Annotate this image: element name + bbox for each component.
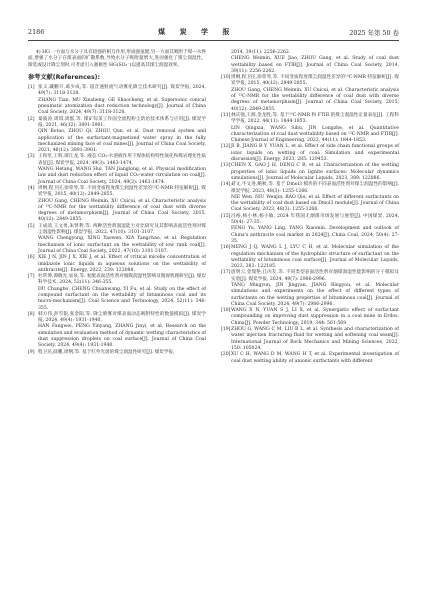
reference-entry [28,117,206,155]
journal-title: 煤 炭 学 报 [158,27,236,36]
reference-body [38,274,206,312]
reference-text: JI B, JIANG B Y, YUAN L, et al. Effect of side chain functional groups of ionic liquids on wetting of coal: Simulation and experimental discussion[J]. Energy, 2023, 285: 129453. [231,144,399,163]
reference-body [38,154,206,185]
reference-number: [17] [221,270,231,276]
reference-entry [28,186,206,224]
reference-text: ZHANG Tian, MU Xinsheng, GE Shaocheng, et al. Supersonic conical pneumatic atomization dust reduction technology[J]. Journal of China Coal Society, 2024, 49(7): 3118-3128. [38,97,206,116]
reference-text: XU C H, WANG D M, WANG H T, et al. Experimental investigation of coal dust wetting ability of anionic surfactants with different [231,352,399,364]
reference-text: 程卫民,薛鹏,周纲,等. 基于红外光谱的煤尘润湿性研究[J]. 煤炭学报, [38,349,175,355]
reference-text: 聂文,牛文进,鲍秋,等. 基于 Dmol3 模块的不同表面活性剂对煤尘润湿性的影响[J]. 煤炭学报, 2023, 48(3): 1255-1266. [231,182,399,194]
reference-text: QIN Botao, ZHOU Qi, ZHOU Qun, et al. Dust removal system and application of the surfactant-magnetized water spray in the fully mechanized mining face of coal mines[J]. Journal of China Coal Society, 2021, 46(12): 3891-3901. [38,129,206,154]
reference-body [231,245,399,270]
reference-text: ZHOU Gang, CHENG Weimin, XU Cuicui, et al. Characteristic analysis of ¹³C-NMR for the wettability difference of coal dust with diverse degrees of metamorphism[J]. Journal of China Coal Society, 2015, 40(12): 2849-2855. [231,87,399,112]
reference-number: [1] [28,85,35,91]
reference-body [231,75,399,113]
reference-number: [11] [221,112,231,118]
reference-number: [14] [221,182,231,188]
reference-body [38,186,206,224]
reference-entry [28,350,206,356]
reference-text: XIE J N, JIN J X, XIE J, et al. Effect of critical micelle concentration of imidazole ionic liquids in aqueous solutions on the wettability of anthracite[J]. Energy, 2022, 239: 122088. [38,255,206,273]
reference-body [38,224,206,255]
reference-text: WANG Hetang, WANG Hui, TAN Jianglong, et al. Physical modification law and dust reduction effect of liquid CO₂-water circulation on coal[J]. Journal of China Coal Society, 2024, 49(3): 1463-1474. [38,167,206,185]
reference-text: 王和堂,王辉,谭江龙,等. 液态 CO₂-水溶液作用下煤体结构特性演化和煤岩理化性质表征[J]. 煤炭学报, 2024, 49(3): 1463-1474. [38,154,206,166]
reference-entry [221,163,399,182]
reference-entry [28,85,206,116]
reference-number [221,50,231,75]
reference-entry [221,75,399,113]
reference-number: [6] [28,255,35,261]
reference-entry [28,255,206,274]
reference-entry [28,274,206,312]
reference-body [38,350,206,356]
reference-number: [9] [28,349,35,355]
reference-text: HAN Fangwei, PENG Yinyang, ZHANG Jinyi, et al. Research on the simulation and evaluation method of dynamic wetting characteristics of dust suppression droplets on coal surface[J]. Journal of China Coal Society, 2024, 49(4): 1931-1940. [38,324,206,349]
reference-number: [10] [221,75,231,81]
reference-number: [5] [28,223,35,229]
reference-body [231,144,399,163]
reference-body [38,312,206,350]
reference-body [231,163,399,182]
reference-number: [18] [221,308,231,314]
reference-body [231,182,399,213]
reference-body [38,85,206,116]
reference-body [231,50,399,75]
reference-text: WANG X N, YUAN S J, LI X, et al. Synergistic effect of surfactant compounding on improving dust suppression in a coal mine in Erdos, China[J]. Powder Technology, 2019, 344: 561-569. [231,308,399,326]
reference-text: 周纲,程卫民,徐荣琴,等. 不同变质程度煤尘润湿性差异的¹³C-NMR 特征解析[J]. 煤炭学报, 2015, 40(12): 2849-2855. [38,185,206,198]
reference-number: [7] [28,274,35,280]
reference-number: [4] [28,185,35,191]
reference-number: [13] [221,163,231,169]
left-column [28,50,206,356]
reference-text: ZHOU G, WANG C M, LIU R L, et al. Synthesis and characterization of water injection fracturing fluid for wetting and softening coal seam[J]. International Journal of Rock Mechanics and Mining Sciences, 2022, 150: 105024. [231,327,399,351]
reference-text: WANG Chengyong, XING Yaowen, XIA Yangchao, et al. Regulation mechanism of ionic surfactant on the wettability of low rank coal[J]. Journal of China Coal Society, 2022, 47(10): 3101-3107. [38,236,206,254]
reference-entry [28,224,206,255]
reference-entry [221,214,399,245]
reference-number: [12] [221,144,231,150]
reference-number: [15] [221,213,231,219]
reference-body [231,308,399,327]
reference-text: 张义,藏鹏升,葛少成,等. 超音速射流气动雾化降尘技术研究[J]. 煤炭学报, 2024, 49(7): 3118-3128. [38,85,206,97]
reference-entry [221,144,399,163]
reference-text: 韩方伟,彭雪银,张金阳,等. 降尘喷雾对煤表面动态吸附特性的数值模拟[J]. 煤炭学报, 2024, 49(4): 1931-1940. [38,311,206,324]
reference-entry [28,154,206,185]
reference-number: [20] [221,352,231,358]
reference-body [231,214,399,245]
conclusion-paragraph: 4) HG 一方面与水分子具有较强的相互作用,形成强氢键,另一方面其吸附于煤—水界面,增强了水分子在煤表面的扩散系数,导致水分子吸附量增大,进而强化了煤尘润湿性。缔选或设计降尘剂时,可考虑引入强极性 HG(SO₃⁻)以提高其煤尘润湿效率。 [28,50,206,68]
reference-text: MENG J Q, WANG L J, LYU C H, et al. Molecular simulation of the regulation mechanism of the hydrophilic structure of surfactant on the wettability of bituminous coal surface[J]. Journal of Molecular Liquids, 2023, 383: 122185. [231,245,399,270]
reference-number: [16] [221,245,231,251]
reference-body [231,113,399,144]
reference-text: CHEN X, GAO J H, DENG C B, et al. Characterization of the wetting properties of ionic liquids on lignite surfaces: Molecular dynamics simulations[J]. Journal of Molecular Liquids, 2023, 389: 122886. [231,163,399,181]
reference-number: [8] [28,311,35,317]
issue-info: 2025 年第 50 卷 [349,28,399,37]
reference-text: 冯裕,杨小林,杨小敏. 2024 年我国无烟煤市场发展与展望[J]. 中国煤炭, 2024, 50(4): 27-35. [231,213,399,226]
reference-entry [221,352,399,365]
reference-text: CHENG Weimin, XUE Jiao, ZHOU Gang, et al. Study of coal dust wettability based on FTIR[J]. Journal of China Coal Society, 2014, 39(11): 2256-2262. [231,56,399,74]
reference-list-right [221,50,399,365]
reference-number: [3] [28,154,35,160]
reference-entry [221,50,399,75]
reference-body [231,327,399,352]
reference-text: TANG Mingyun, JIN Jingyan, JIANG Bingyou, et al. Molecular simulations and experiments on the effect of different types of surfactants on the wetting properties of bituminous coal[J]. Journal of China Coal Society, 2024, 49(7): 2986-2996. [231,282,399,307]
references-heading: 参考文献(References): [28,73,100,81]
reference-text: 林庆强,王源,金龙胜,等. 基于¹³C-NMR 和 FTIR 的煤尘润湿性定量表征[J]. 工程科学学报, 2022, 44(11): 1844-1853. [231,112,399,125]
reference-list-left [28,85,206,356]
right-column [221,50,399,365]
reference-number: [19] [221,327,231,333]
reference-number: [2] [28,116,35,122]
reference-entry [221,270,399,308]
reference-text: ZHOU Gang, CHENG Weimin, XU Cuicui, et al. Characteristic analysis of ¹³C-NMR for the wettability difference of coal dust with diverse degrees of metamorphism[J]. Journal of China Coal Society, 2015, 40(12): 2849-2855. [38,198,206,223]
reference-body [38,255,206,274]
reference-text: 2014, 39(11): 2256-2262. [231,50,291,55]
reference-text: 秦波涛,周琪,周群,等. 煤矿综采工作面全流程粉尘防治技术体系与应用[J]. 煤炭学报, 2021, 46(12): 3891-3901. [38,116,206,128]
reference-text: NIE Wen, NIU Wenjin, BAO Qiu, et al. Effect of different surfactants on the wettability of coal dust based on Dmol3 module[J]. Journal of China Coal Society, 2023, 48(3): 1255-1266. [231,194,399,213]
reference-text: 唐明云,金瑞艳,江丙友,等. 不同类型表面活性剂对烟煤润湿性能影响的分子模拟及实验[J]. 煤炭学报, 2024, 49(7): 2986-2996. [231,270,399,282]
page-header [28,26,399,38]
reference-text: 王成清,王文勇,朱贤利,等. 两种活性剂润湿能力对比研究及其影响表面活性剂对煤尘润湿性影响[J]. 煤炭学报, 2022, 47(10): 3101-3107. [38,223,206,236]
header-rule [28,40,399,41]
reference-body [231,270,399,308]
reference-entry [28,312,206,350]
reference-entry [221,245,399,270]
reference-body [38,117,206,155]
reference-entry [221,182,399,213]
reference-entry [221,327,399,352]
page-number: 2186 [28,28,45,36]
reference-text: FENG Yu, YANG Ling, YANG Xiaomin. Development and outlook of China's anthracite coal market in 2024[J]. China Coal, 2024, 50(4): 27-35. [231,226,399,244]
reference-text: 杜常博,谭晓光,易泉,等. 复配表面活性剂对烟煤润湿性影响及微观机理研究[J]. 煤炭科学技术, 2024, 52(11): 346-355. [38,274,206,286]
reference-body [231,352,399,365]
reference-entry [221,113,399,144]
reference-entry [221,308,399,327]
reference-text: LIN Qingxia, WANG Sihu, JIN Longzhe, et al. Quantitative characterization of coal dust wettability based on ¹³C-NMR and FTIR[J]. Chinese Journal of Engineering, 2022, 44(11): 1844-1853. [231,125,399,144]
reference-text: DU Changbo, CHENG Chuanwang, YI Fu, et al. Study on the effect of compound surfactant on the wettability of bituminous coal and its micro-mechanism[J]. Coal Science and Technology, 2024, 52(11): 346-355. [38,286,206,311]
reference-text: 周纲,程卫民,徐荣琴,等. 不同变质程度煤尘润湿性差异的¹³C-NMR 特征解析[J]. 煤炭学报, 2015, 40(12): 2849-2855. [231,75,399,87]
